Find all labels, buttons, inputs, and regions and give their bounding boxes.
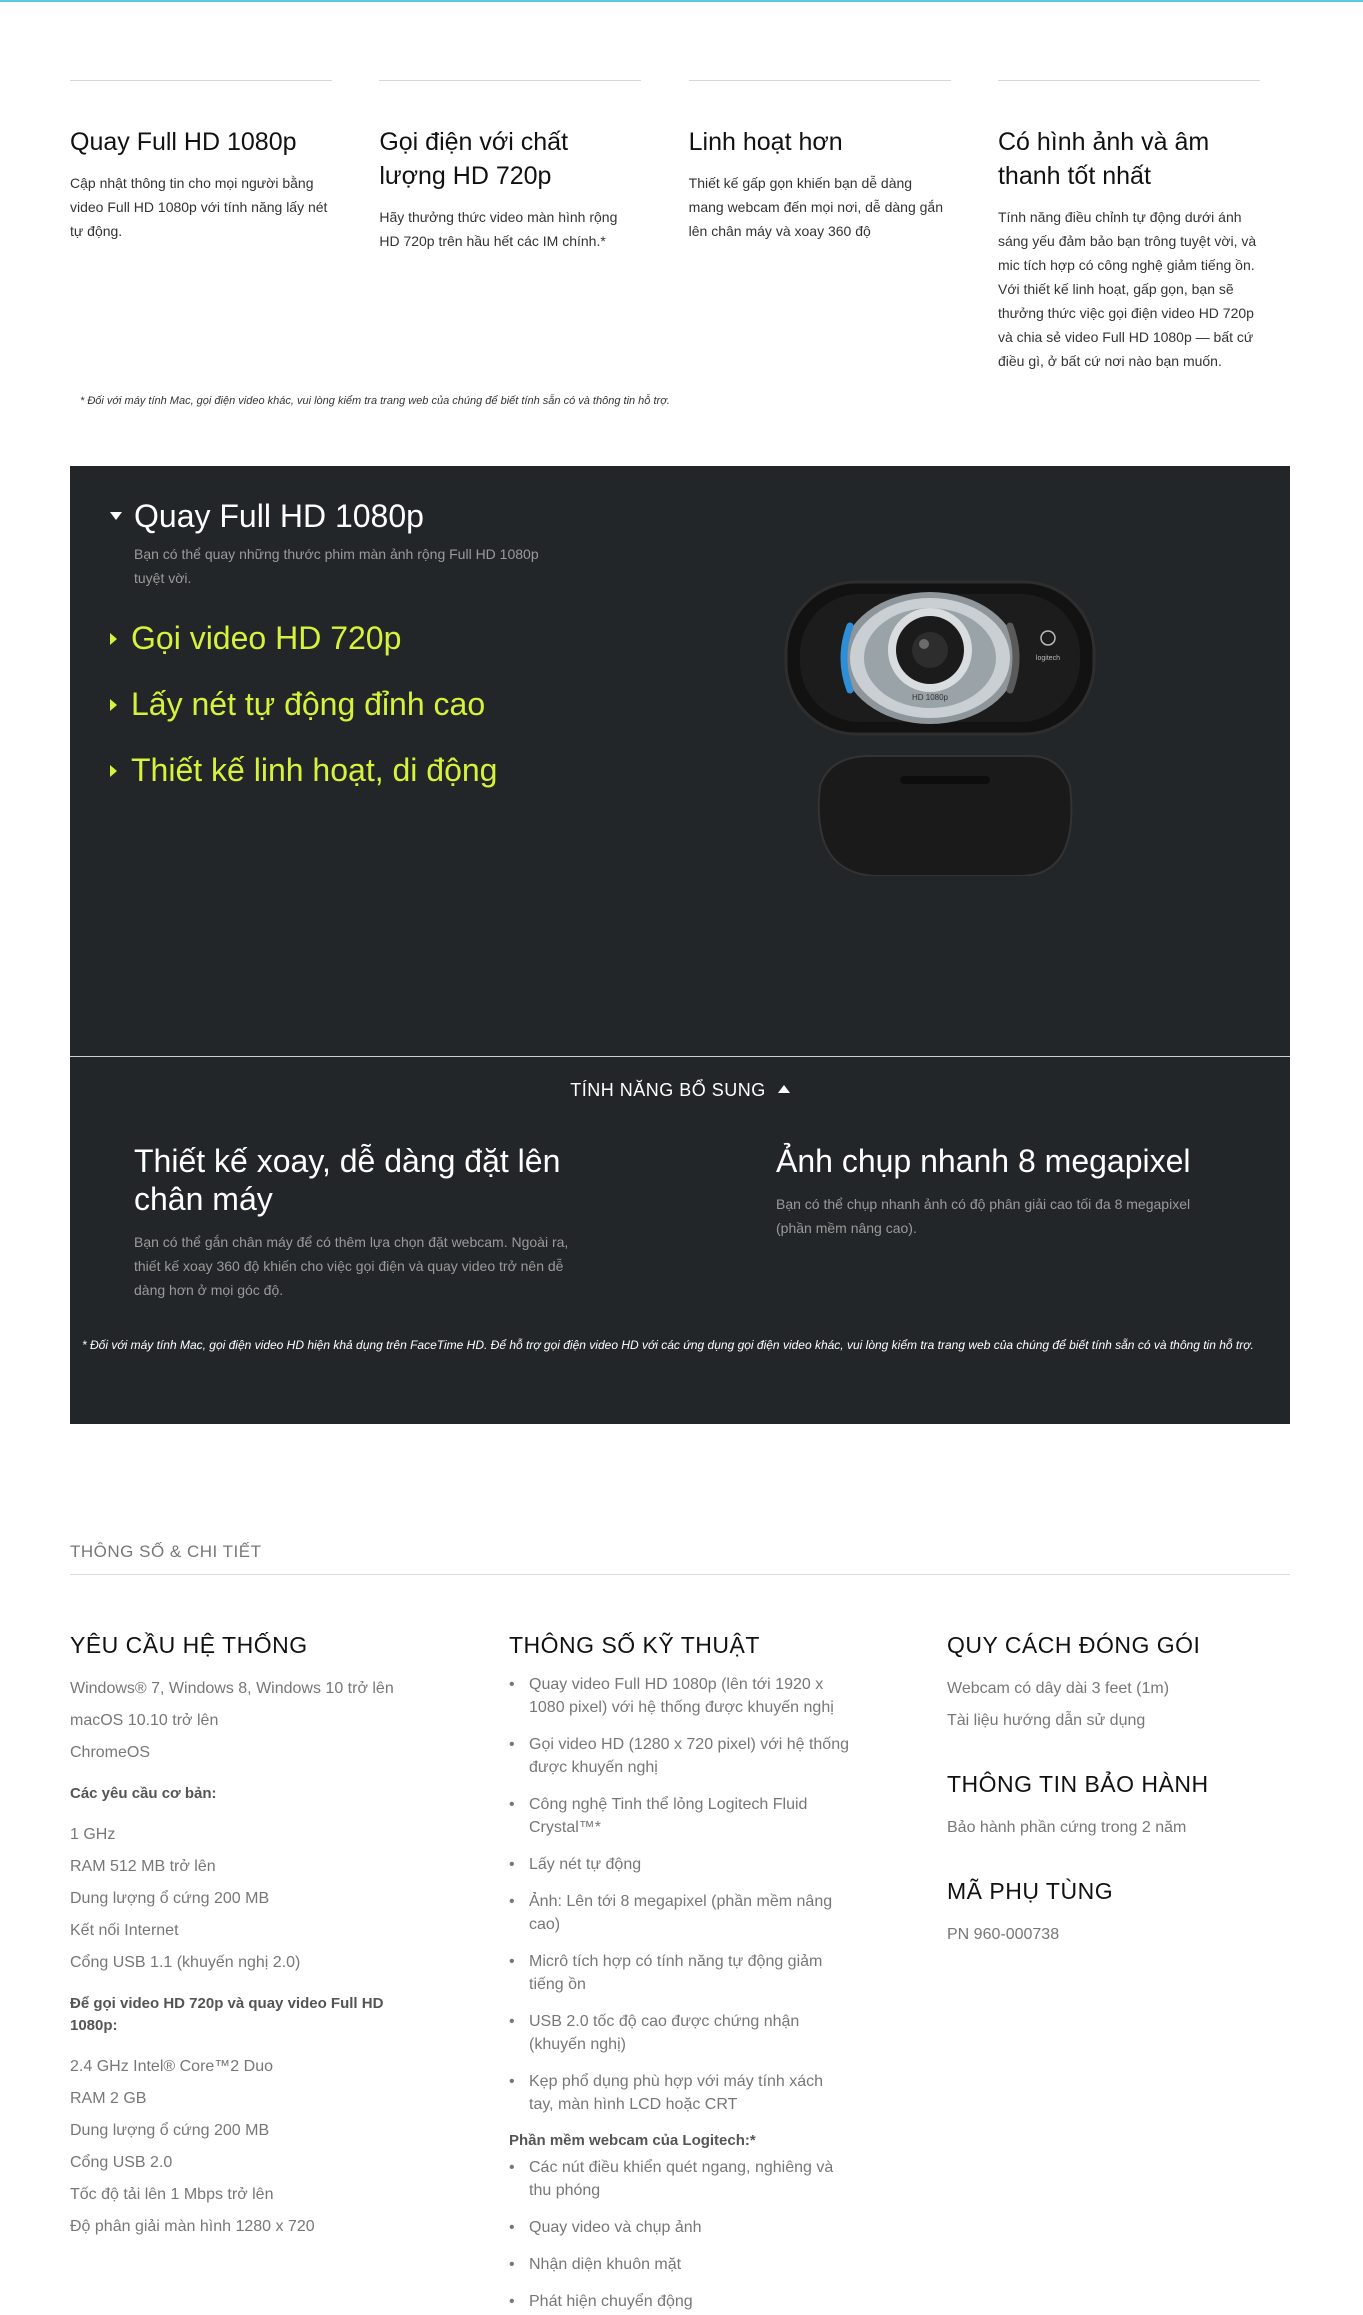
list-item: • Công nghệ Tinh thể lỏng Logitech Fluid Crystal™* — [509, 1793, 849, 1839]
column-title: QUY CÁCH ĐÓNG GÓI — [947, 1632, 1201, 1658]
accordion-title: Gọi video HD 720p — [131, 620, 402, 656]
package-and-warranty — [947, 1632, 1209, 1951]
extra-feature — [776, 1142, 1216, 1240]
feature-highlights — [70, 80, 1260, 373]
feature-desc: Tính năng điều chỉnh tự động dưới ánh sáng yếu đảm bảo bạn trông tuyệt vời, và mic tích hợp có công nghệ giảm tiếng ồn. Với thiết kế linh hoạt, gấp gọn, bạn sẽ thưởng thức việc gọi điện video HD 720p và chia sẻ video Full HD 1080p — bất cứ điều gì, ở bất cứ nơi nào bạn muốn. — [997, 209, 1257, 369]
footnote: * Đối với máy tính Mac, gọi điện video HD hiện khả dụng trên FaceTime HD. Để hỗ trợ gọi điện video HD với các ứng dụng gọi điện video khác, vui lòng kiểm tra trang web của chúng để biết tính sẵn có và thông tin hỗ trợ. — [82, 1338, 1254, 1352]
feature-showcase-panel — [70, 466, 1290, 1424]
spec-line: Kết nối Internet — [70, 1922, 179, 1939]
caret-down-icon — [110, 512, 122, 520]
accordion-title: Lấy nét tự động đỉnh cao — [131, 686, 486, 722]
feature-card — [379, 80, 641, 373]
list-item: • Ảnh: Lên tới 8 megapixel (phần mềm nâng cao) — [509, 1890, 849, 1936]
extra-feature-desc: Bạn có thể gắn chân máy để có thêm lựa chọn đặt webcam. Ngoài ra, thiết kế xoay 360 độ khiến cho việc gọi điện và quay video trở nên dễ dàng hơn ở mọi góc độ. — [134, 1234, 569, 1298]
feature-card — [689, 80, 951, 373]
feature-divider — [689, 80, 951, 81]
accordion-title: Quay Full HD 1080p — [134, 498, 424, 534]
spec-line: ChromeOS — [70, 1744, 151, 1761]
column-title: YÊU CẦU HỆ THỐNG — [70, 1632, 308, 1658]
spec-line: Độ phân giải màn hình 1280 x 720 — [70, 2218, 315, 2235]
spec-line: RAM 2 GB — [70, 2090, 147, 2107]
feature-desc: Hãy thưởng thức video màn hình rộng HD 720p trên hầu hết các IM chính.* — [379, 209, 618, 249]
feature-divider — [70, 80, 332, 81]
spec-subheading: Để gọi video HD 720p và quay video Full HD 1080p: — [70, 1995, 384, 2034]
feature-title: Linh hoạt hơn — [688, 128, 843, 156]
technical-specs — [509, 1632, 849, 2315]
feature-accordion — [110, 496, 630, 818]
accordion-item[interactable] — [110, 686, 630, 722]
column-title: THÔNG TIN BẢO HÀNH — [947, 1771, 1209, 1797]
list-item: • Quay video và chụp ảnh — [509, 2216, 849, 2239]
spec-line: Dung lượng ổ cứng 200 MB — [70, 1890, 270, 1907]
list-item: • Phát hiện chuyển động — [509, 2290, 849, 2313]
accordion-item[interactable] — [110, 752, 630, 788]
extra-feature-title: Ảnh chụp nhanh 8 megapixel — [776, 1143, 1191, 1179]
section-divider — [70, 1056, 1290, 1057]
feature-divider — [998, 80, 1260, 81]
spec-line: Cổng USB 1.1 (khuyến nghị 2.0) — [70, 1954, 301, 1971]
system-requirements — [70, 1632, 410, 2243]
accordion-desc: Bạn có thể quay những thước phim màn ảnh rộng Full HD 1080p tuyệt vời. — [134, 546, 539, 586]
additional-features-toggle[interactable] — [70, 1080, 1290, 1101]
spec-line: macOS 10.10 trở lên — [70, 1712, 219, 1729]
list-item: • Quay video Full HD 1080p (lên tới 1920 x 1080 pixel) với hệ thống được khuyến nghị — [509, 1673, 849, 1719]
spec-line: Dung lượng ổ cứng 200 MB — [70, 2122, 270, 2139]
feature-desc: Cập nhật thông tin cho mọi người bằng video Full HD 1080p với tính năng lấy nét tự động. — [70, 175, 328, 239]
footnote: * Đối với máy tính Mac, gọi điện video khác, vui lòng kiểm tra trang web của chúng để biết tính sẵn có và thông tin hỗ trợ. — [80, 395, 670, 407]
list-item: • Micrô tích hợp có tính năng tự động giảm tiếng ồn — [509, 1950, 849, 1996]
feature-card — [70, 80, 332, 373]
accordion-item-active[interactable] — [110, 496, 630, 590]
spec-line: Tốc độ tải lên 1 Mbps trở lên — [70, 2186, 274, 2203]
top-accent-line — [0, 0, 1363, 2]
feature-title: Quay Full HD 1080p — [70, 128, 297, 156]
list-item: • USB 2.0 tốc độ cao được chứng nhận (khuyến nghị) — [509, 2010, 849, 2056]
tech-spec-list — [509, 1673, 849, 2116]
list-item: • Các nút điều khiển quét ngang, nghiêng và thu phóng — [509, 2156, 849, 2202]
spec-subheading: Các yêu cầu cơ bản: — [70, 1785, 217, 1802]
accordion-title: Thiết kế linh hoạt, di động — [131, 752, 498, 788]
spec-line: 1 GHz — [70, 1826, 116, 1843]
specs-divider — [70, 1574, 1290, 1575]
brand-text: logitech — [1035, 655, 1061, 662]
spec-line: 2.4 GHz Intel® Core™2 Duo — [70, 2058, 273, 2075]
feature-desc: Thiết kế gấp gọn khiến bạn dễ dàng mang webcam đến mọi nơi, dễ dàng gắn lên chân máy và xoay 360 độ — [688, 175, 943, 239]
lens-label: HD 1080p — [911, 693, 949, 702]
specs-heading: THÔNG SỐ & CHI TIẾT — [70, 1542, 262, 1561]
extra-feature-title: Thiết kế xoay, dễ dàng đặt lên chân máy — [134, 1143, 561, 1217]
column-title: MÃ PHỤ TÙNG — [947, 1878, 1114, 1904]
list-item: • Nhận diện khuôn mặt — [509, 2253, 849, 2276]
column-title: THÔNG SỐ KỸ THUẬT — [509, 1632, 760, 1658]
list-item: • Kẹp phổ dụng phù hợp với máy tính xách tay, màn hình LCD hoặc CRT — [509, 2070, 849, 2116]
spec-subheading: Phần mềm webcam của Logitech:* — [509, 2132, 756, 2149]
list-item: • Gọi video HD (1280 x 720 pixel) với hệ thống được khuyến nghị — [509, 1733, 849, 1779]
spec-line: Bảo hành phần cứng trong 2 năm — [947, 1819, 1187, 1836]
feature-title: Gọi điện với chất lượng HD 720p — [379, 128, 569, 190]
caret-up-icon — [778, 1085, 790, 1093]
accordion-item[interactable] — [110, 620, 630, 656]
extra-feature — [134, 1142, 574, 1302]
feature-divider — [379, 80, 641, 81]
caret-right-icon — [110, 633, 117, 645]
feature-title: Có hình ảnh và âm thanh tốt nhất — [997, 128, 1210, 190]
list-item: • Lấy nét tự động — [509, 1853, 849, 1876]
caret-right-icon — [110, 765, 117, 777]
spec-line: Tài liệu hướng dẫn sử dụng — [947, 1712, 1146, 1729]
spec-line: PN 960-000738 — [947, 1926, 1060, 1943]
extra-feature-desc: Bạn có thể chụp nhanh ảnh có độ phân giải cao tối đa 8 megapixel (phần mềm nâng cao). — [776, 1196, 1191, 1236]
spec-line: Webcam có dây dài 3 feet (1m) — [947, 1680, 1170, 1697]
spec-line: Windows® 7, Windows 8, Windows 10 trở lên — [70, 1680, 394, 1697]
caret-right-icon — [110, 699, 117, 711]
spec-line: RAM 512 MB trở lên — [70, 1858, 216, 1875]
webcam-product-image — [780, 576, 1100, 876]
software-feature-list — [509, 2156, 849, 2313]
spec-line: Cổng USB 2.0 — [70, 2154, 173, 2171]
feature-card — [998, 80, 1260, 373]
additional-features-label: TÍNH NĂNG BỔ SUNG — [570, 1080, 766, 1100]
